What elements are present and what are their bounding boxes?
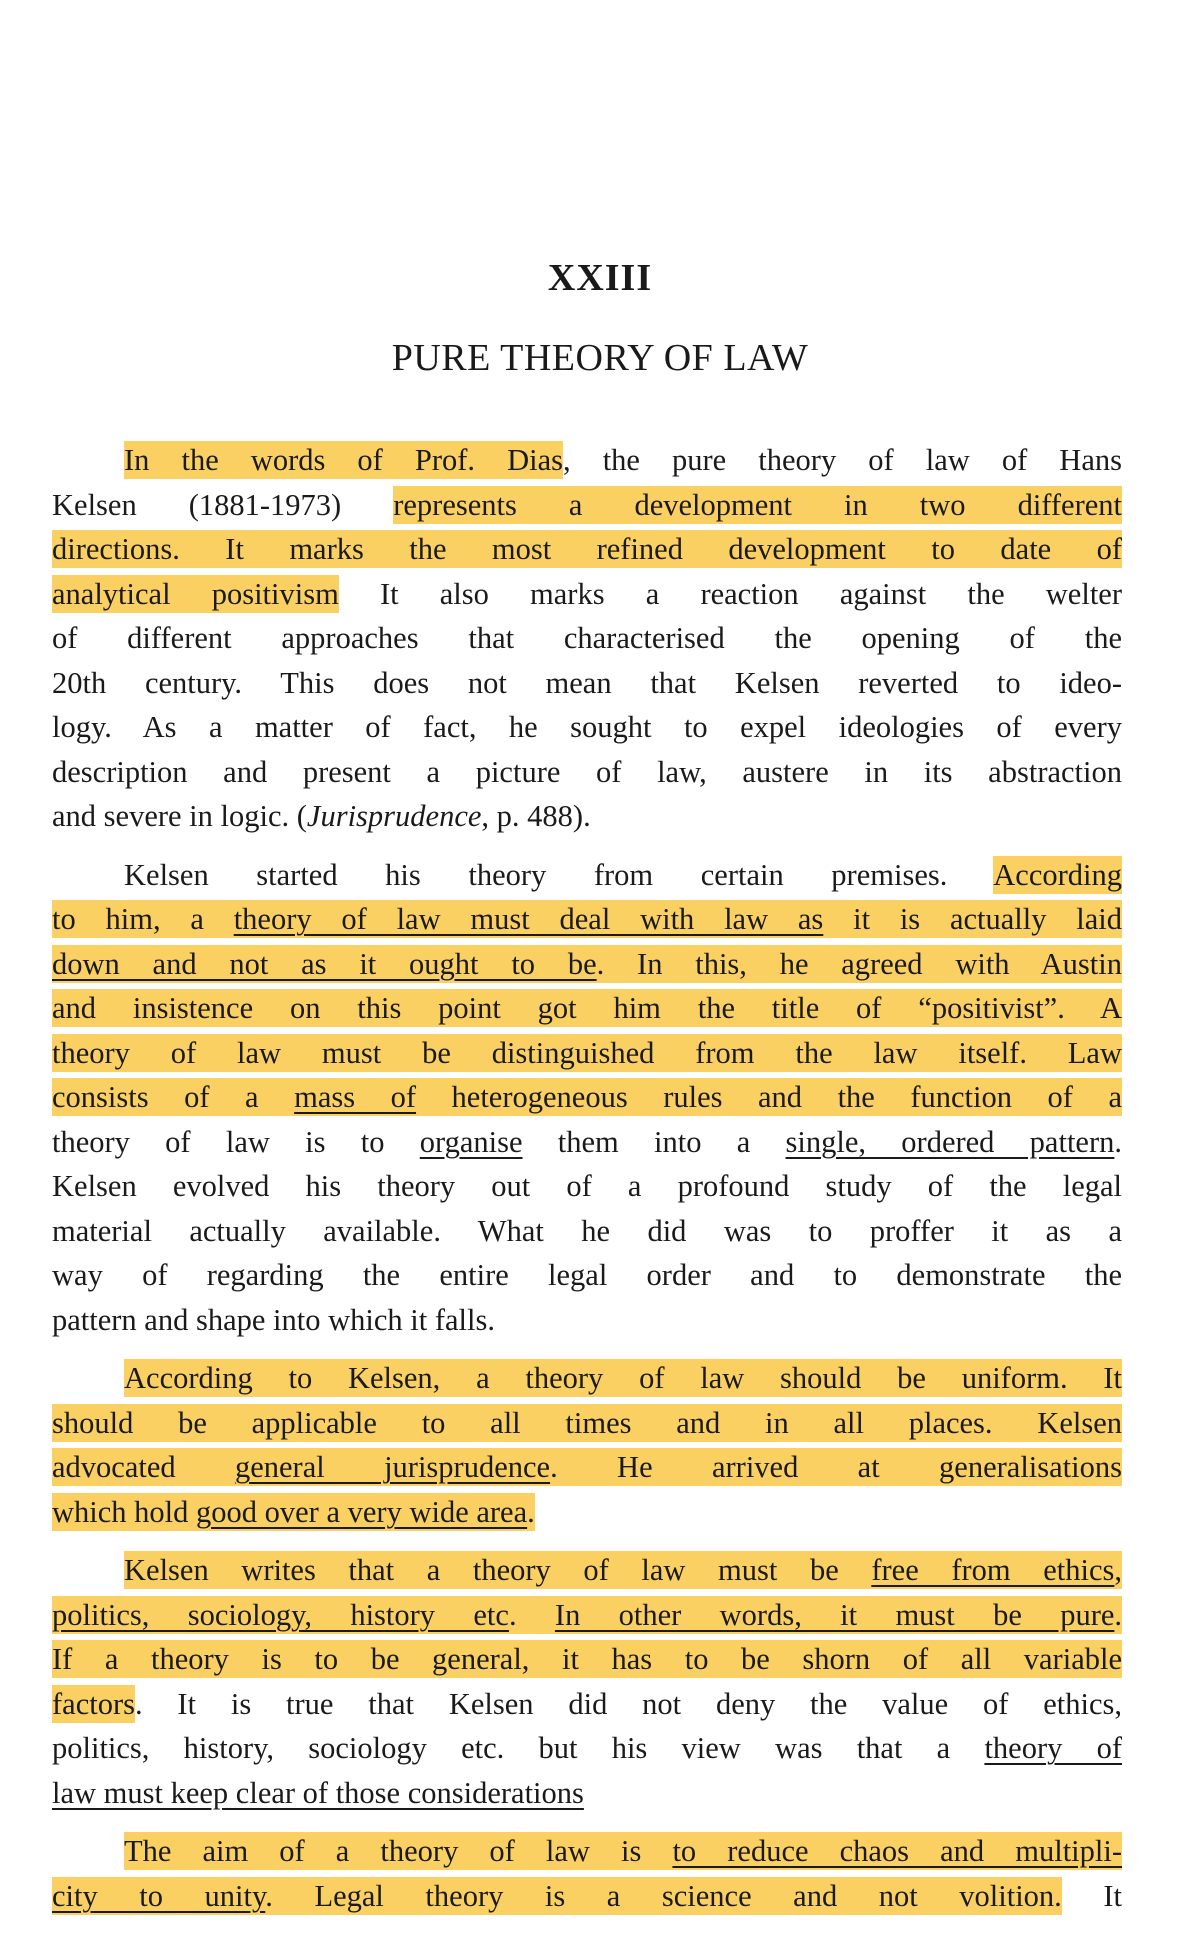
highlight: which hold good over a very wide area.: [52, 1494, 535, 1529]
highlight: advocated general jurisprudence. He arrived at generalisations: [52, 1450, 1122, 1484]
text-line: [52, 942, 1122, 987]
text-line: logy. As a matter of fact, he sought to expel ideologies of every: [52, 710, 1122, 744]
text-line: law must keep clear of those considerations: [52, 1775, 584, 1810]
paragraph-3: [52, 1356, 1122, 1534]
highlight: should be applicable to all times and in all places. Kelsen: [52, 1405, 1122, 1440]
highlight: If a theory is to be general, it has to be shorn of all variable: [52, 1642, 1122, 1676]
text-line: [52, 527, 1122, 572]
text-line: of different approaches that characterised the opening of the: [52, 621, 1122, 655]
chapter-title: PURE THEORY OF LAW: [391, 337, 809, 379]
text-line: and severe in logic. (Jurisprudence, p. 488).: [52, 799, 591, 833]
highlight: consists of a mass of heterogeneous rules and the function of a: [52, 1080, 1122, 1114]
highlight: According to Kelsen, a theory of law should be uniform. It: [124, 1361, 1122, 1395]
text-line: material actually available. What he did was to proffer it as a: [52, 1213, 1122, 1248]
highlight: Kelsen writes that a theory of law must be free from ethics,: [124, 1553, 1122, 1587]
text-line: Kelsen started his theory from certain premises. According: [124, 857, 1122, 892]
highlight: directions. It marks the most refined development to date of: [52, 532, 1122, 566]
highlight: According: [993, 857, 1122, 892]
text-line: pattern and shape into which it falls.: [52, 1302, 495, 1337]
text-line: In the words of Prof. Dias, the pure theory of law of Hans: [124, 443, 1122, 477]
highlight: politics, sociology, history etc. In other words, it must be pure.: [52, 1597, 1123, 1632]
text-line: politics, history, sociology etc. but his view was that a theory of: [52, 1731, 1122, 1765]
highlight: The aim of a theory of law is to reduce chaos and multipli-: [124, 1834, 1122, 1868]
text-line: [52, 1829, 1122, 1874]
text-line: Kelsen evolved his theory out of a profound study of the legal: [52, 1169, 1122, 1203]
text-line: [52, 1490, 1122, 1535]
text-line: way of regarding the entire legal order and to demonstrate the: [52, 1258, 1122, 1292]
text-line: analytical positivism It also marks a reaction against the welter: [52, 576, 1122, 611]
highlight: analytical positivism: [52, 576, 339, 611]
paragraph-5: [52, 1829, 1122, 1918]
text-line: theory of law is to organise them into a single, ordered pattern.: [52, 1124, 1122, 1159]
text-line: [52, 1356, 1122, 1401]
paragraph-4: [52, 1548, 1122, 1815]
citation-title: Jurisprudence: [306, 799, 482, 833]
text-line: [52, 1637, 1122, 1682]
paragraph-1: [52, 438, 1122, 839]
text-line: 20th century. This does not mean that Kelsen reverted to ideo-: [52, 665, 1122, 700]
text-line: factors. It is true that Kelsen did not deny the value of ethics,: [52, 1686, 1122, 1721]
text-line: [52, 1593, 1122, 1638]
paragraph-2: [52, 853, 1122, 1343]
body-text: [52, 438, 1122, 1918]
highlight: and insistence on this point got him the title of “positivist”. A: [52, 991, 1122, 1025]
text-line: [52, 897, 1122, 942]
text-line: [52, 1445, 1122, 1490]
text-line: [52, 1031, 1122, 1076]
text-line: [52, 1548, 1122, 1593]
chapter-number: XXIII: [547, 257, 653, 299]
text-line: Kelsen (1881-1973) represents a development in two different: [52, 487, 1123, 522]
highlight: factors: [52, 1686, 135, 1721]
highlight: represents a development in two different: [393, 487, 1123, 522]
highlight: city to unity. Legal theory is a science and not volition.: [52, 1878, 1062, 1913]
text-line: [52, 986, 1122, 1031]
highlight: theory of law must be distinguished from the law itself. Law: [52, 1035, 1122, 1070]
text-line: description and present a picture of law, austere in its abstraction: [52, 754, 1122, 789]
highlight: In the words of Prof. Dias: [124, 443, 564, 477]
text-line: [52, 1075, 1122, 1120]
text-line: city to unity. Legal theory is a science and not volition. It: [52, 1878, 1122, 1913]
highlight: to him, a theory of law must deal with law as it is actually laid: [52, 902, 1122, 936]
highlight: down and not as it ought to be. In this, he agreed with Austin: [52, 946, 1122, 981]
text-line: [52, 1401, 1122, 1446]
